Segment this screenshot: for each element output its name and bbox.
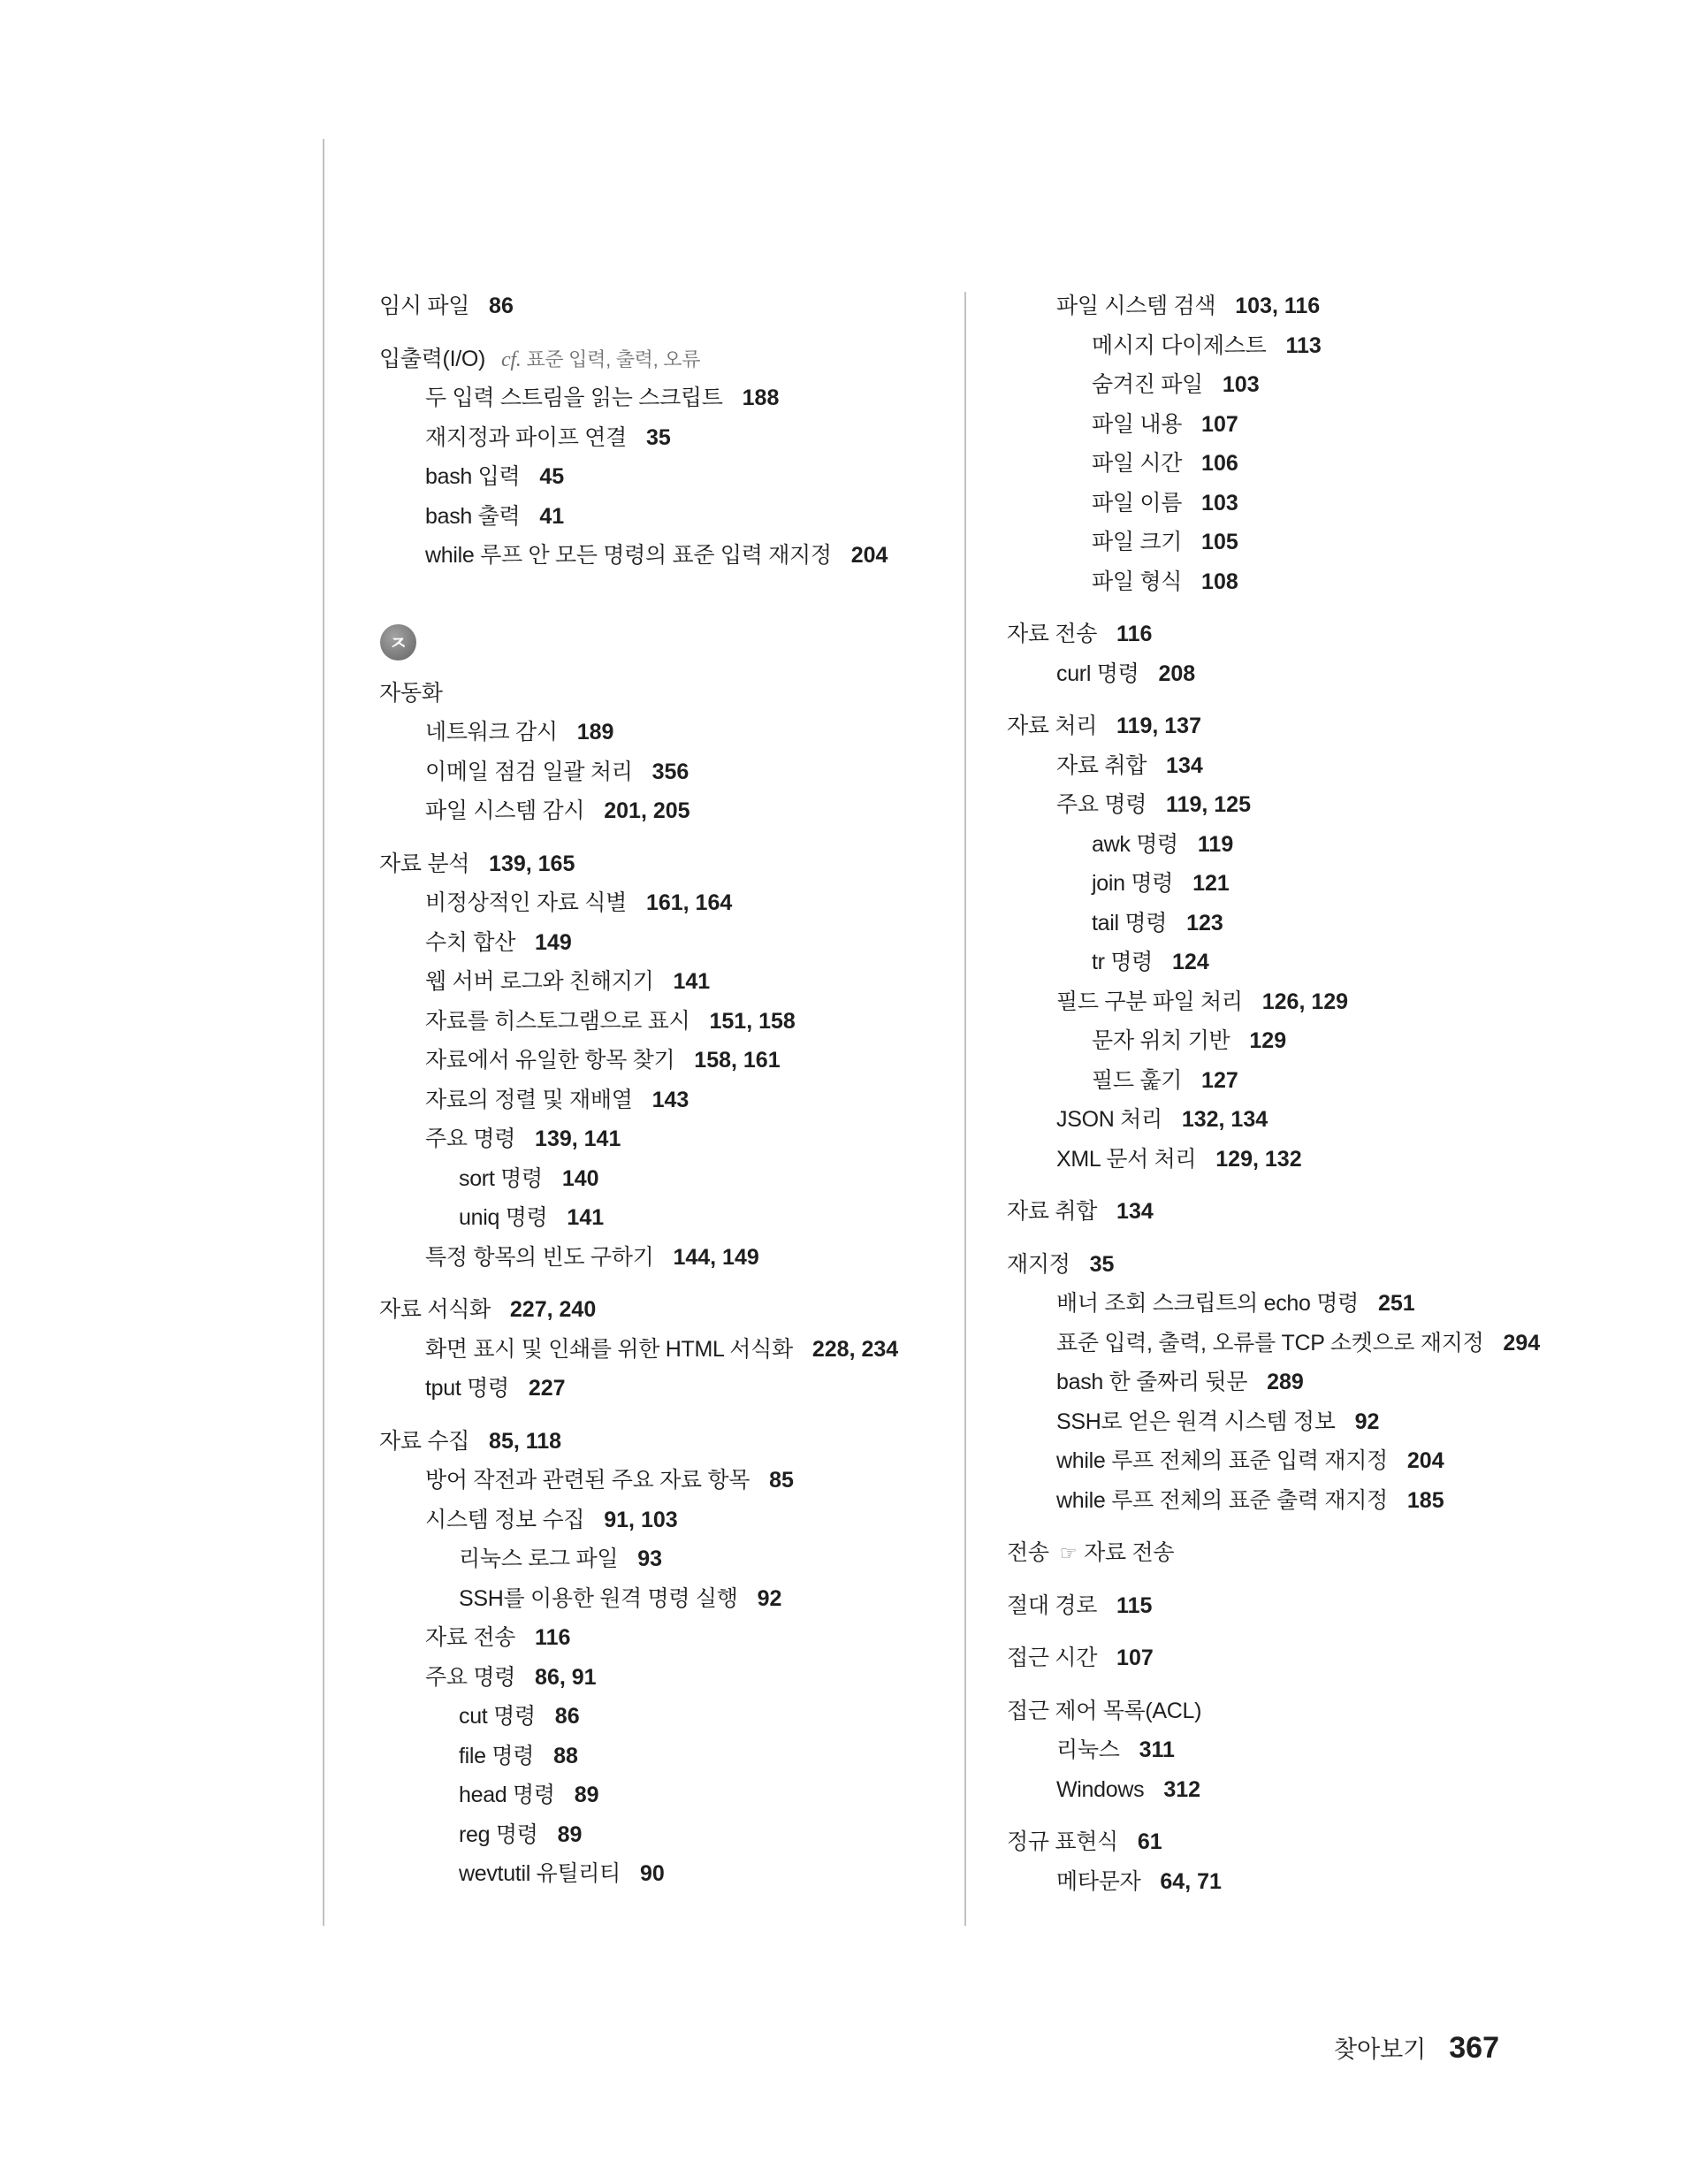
index-subentry bbox=[1007, 1324, 1679, 1363]
index-subentry bbox=[1007, 405, 1679, 445]
page-numbers: 108 bbox=[1201, 569, 1238, 594]
index-term: XML 문서 처리 bbox=[1056, 1146, 1197, 1172]
index-term: 화면 표시 및 인쇄를 위한 HTML 서식화 bbox=[425, 1336, 793, 1362]
index-term: 특정 항목의 빈도 구하기 bbox=[425, 1244, 654, 1270]
index-term: uniq 명령 bbox=[459, 1205, 548, 1230]
index-subentry bbox=[379, 536, 945, 576]
page-numbers: 107 bbox=[1116, 1646, 1154, 1670]
page-numbers: 140 bbox=[561, 1165, 599, 1191]
page-numbers: 129, 132 bbox=[1215, 1146, 1302, 1172]
page-numbers: 35 bbox=[1089, 1251, 1115, 1277]
index-entry bbox=[1007, 706, 1679, 746]
index-subentry bbox=[1007, 1284, 1679, 1324]
index-term: 필드 구분 파일 처리 bbox=[1056, 989, 1243, 1014]
index-subentry bbox=[379, 457, 945, 497]
page-numbers: 103 bbox=[1222, 372, 1260, 397]
index-term: bash 한 줄짜리 뒷문 bbox=[1056, 1370, 1248, 1394]
index-subentry bbox=[1007, 943, 1679, 982]
index-subentry bbox=[379, 1539, 945, 1579]
page-numbers: 61 bbox=[1137, 1829, 1162, 1854]
page-numbers: 149 bbox=[535, 929, 572, 955]
pointing-hand-icon: ☞ bbox=[1059, 1543, 1078, 1565]
page-numbers: 289 bbox=[1267, 1370, 1304, 1394]
index-term: 입출력(I/O) bbox=[379, 346, 486, 371]
page-numbers: 90 bbox=[640, 1861, 665, 1886]
index-term: head 명령 bbox=[459, 1783, 555, 1807]
index-term: 자료 전송 bbox=[425, 1625, 516, 1650]
index-term: 방어 작전과 관련된 주요 자료 항목 bbox=[425, 1468, 750, 1493]
page-numbers: 103, 116 bbox=[1235, 294, 1321, 318]
index-subentry bbox=[1007, 1862, 1679, 1902]
cross-reference-text: 표준 입력, 출력, 오류 bbox=[526, 347, 701, 370]
index-term: 비정상적인 자료 식별 bbox=[425, 890, 627, 915]
index-entry bbox=[1007, 1192, 1679, 1232]
index-term: 자료의 정렬 및 재배열 bbox=[425, 1087, 633, 1112]
index-term: 자료 취합 bbox=[1056, 752, 1147, 778]
index-entry bbox=[379, 844, 945, 884]
see-reference-text: 자료 전송 bbox=[1084, 1540, 1175, 1565]
page-numbers: 92 bbox=[757, 1585, 782, 1611]
index-subentry bbox=[379, 1238, 945, 1278]
index-subentry bbox=[379, 1579, 945, 1619]
page-numbers: 139, 165 bbox=[489, 851, 575, 876]
index-term: 메시지 다이제스트 bbox=[1092, 332, 1267, 358]
index-term: bash 출력 bbox=[425, 503, 521, 529]
index-term: 자료 취합 bbox=[1007, 1199, 1098, 1224]
index-subentry bbox=[1007, 365, 1679, 405]
page-numbers: 35 bbox=[645, 424, 671, 450]
index-entry bbox=[1007, 1245, 1679, 1285]
page-numbers: 134 bbox=[1166, 752, 1203, 778]
index-term: 자료 전송 bbox=[1007, 622, 1098, 646]
index-term: 수치 합산 bbox=[425, 929, 516, 955]
page-numbers: 311 bbox=[1139, 1737, 1175, 1762]
page-numbers: 141 bbox=[567, 1205, 605, 1230]
index-term: SSH로 얻은 원격 시스템 정보 bbox=[1056, 1409, 1336, 1434]
page-numbers: 161, 164 bbox=[645, 890, 733, 915]
page-numbers: 91, 103 bbox=[604, 1507, 678, 1532]
page-numbers: 158, 161 bbox=[694, 1048, 781, 1073]
page-numbers: 103 bbox=[1201, 490, 1238, 515]
page-numbers: 204 bbox=[850, 543, 888, 568]
index-term: bash 입력 bbox=[425, 464, 521, 489]
index-term: Windows bbox=[1056, 1776, 1145, 1802]
index-subentry bbox=[379, 1658, 945, 1698]
index-subentry bbox=[379, 1198, 945, 1238]
index-subentry bbox=[1007, 1730, 1679, 1770]
index-subentry bbox=[379, 1775, 945, 1815]
index-subentry bbox=[1007, 982, 1679, 1022]
column-divider bbox=[964, 292, 966, 1926]
page-numbers: 121 bbox=[1192, 871, 1230, 896]
index-subentry bbox=[1007, 1481, 1679, 1521]
index-subentry bbox=[1007, 484, 1679, 523]
index-term: tput 명령 bbox=[425, 1376, 509, 1401]
index-term: 주요 명령 bbox=[1056, 792, 1147, 817]
page-numbers: 356 bbox=[651, 759, 690, 784]
index-entry bbox=[1007, 1638, 1679, 1678]
footer-label: 찾아보기 bbox=[1333, 2036, 1427, 2063]
page-numbers: 126, 129 bbox=[1261, 989, 1349, 1014]
index-term: 재지정과 파이프 연결 bbox=[425, 424, 627, 450]
page-numbers: 116 bbox=[1116, 622, 1153, 646]
index-term: 자료 분석 bbox=[379, 851, 470, 876]
index-subentry bbox=[379, 1501, 945, 1540]
index-subentry bbox=[379, 791, 945, 831]
index-entry bbox=[379, 340, 945, 379]
page-numbers: 116 bbox=[535, 1625, 571, 1650]
index-entry bbox=[379, 286, 945, 326]
index-subentry bbox=[1007, 286, 1679, 326]
page-numbers: 208 bbox=[1158, 661, 1196, 686]
index-term: 접근 시간 bbox=[1007, 1646, 1098, 1670]
page-numbers: 105 bbox=[1201, 530, 1238, 554]
index-subentry bbox=[1007, 444, 1679, 484]
index-term: 임시 파일 bbox=[379, 294, 470, 318]
index-term: 표준 입력, 출력, 오류를 TCP 소켓으로 재지정 bbox=[1056, 1330, 1484, 1355]
index-term: 주요 명령 bbox=[425, 1126, 516, 1151]
index-subentry bbox=[379, 1081, 945, 1120]
index-subentry bbox=[379, 1737, 945, 1776]
index-column-left bbox=[379, 286, 945, 1894]
page-numbers: 86, 91 bbox=[535, 1664, 597, 1690]
page-numbers: 312 bbox=[1163, 1776, 1201, 1802]
index-subentry bbox=[379, 1461, 945, 1501]
index-subentry bbox=[1007, 523, 1679, 562]
index-subentry bbox=[379, 1369, 945, 1409]
page-numbers: 89 bbox=[574, 1783, 599, 1807]
page-numbers: 45 bbox=[539, 464, 565, 489]
page-numbers: 86 bbox=[489, 294, 514, 318]
index-subentry bbox=[379, 713, 945, 752]
index-term: while 루프 전체의 표준 출력 재지정 bbox=[1056, 1487, 1388, 1513]
index-subentry bbox=[379, 962, 945, 1002]
index-subentry bbox=[379, 378, 945, 418]
page-numbers: 204 bbox=[1406, 1448, 1444, 1473]
page-footer bbox=[1334, 2030, 1499, 2069]
index-entry bbox=[1007, 615, 1679, 654]
index-subentry bbox=[1007, 326, 1679, 366]
index-entry bbox=[1007, 1691, 1679, 1731]
index-term: 리눅스 bbox=[1056, 1737, 1120, 1762]
page-numbers: 64, 71 bbox=[1160, 1868, 1222, 1894]
index-term: 정규 표현식 bbox=[1007, 1829, 1118, 1854]
page-numbers: 123 bbox=[1186, 910, 1223, 935]
index-subentry bbox=[379, 923, 945, 963]
page-numbers: 228, 234 bbox=[811, 1336, 899, 1362]
index-term: cut 명령 bbox=[459, 1704, 536, 1729]
index-term: 재지정 bbox=[1007, 1251, 1070, 1277]
index-subentry bbox=[379, 1854, 945, 1894]
page-numbers: 189 bbox=[576, 720, 614, 745]
page-numbers: 129 bbox=[1249, 1028, 1287, 1053]
index-subentry bbox=[1007, 1363, 1679, 1402]
index-term: 시스템 정보 수집 bbox=[425, 1507, 585, 1532]
section-letter-badge bbox=[380, 624, 416, 661]
index-entries-section bbox=[379, 674, 945, 1894]
index-term: 파일 시스템 감시 bbox=[425, 798, 585, 823]
index-term: wevtutil 유틸리티 bbox=[459, 1861, 621, 1886]
page-numbers: 119, 137 bbox=[1116, 714, 1201, 738]
index-subentry bbox=[379, 1618, 945, 1658]
index-term: 파일 시스템 검색 bbox=[1056, 294, 1216, 318]
index-subentry bbox=[379, 1159, 945, 1199]
index-subentry bbox=[379, 883, 945, 923]
index-subentry bbox=[379, 1002, 945, 1042]
index-subentry bbox=[1007, 1021, 1679, 1061]
index-term: while 루프 전체의 표준 입력 재지정 bbox=[1056, 1448, 1388, 1473]
index-subentry bbox=[1007, 1770, 1679, 1810]
index-entry bbox=[379, 1422, 945, 1462]
index-subentry bbox=[1007, 864, 1679, 904]
page-numbers: 92 bbox=[1354, 1409, 1380, 1434]
index-term: 리눅스 로그 파일 bbox=[459, 1546, 619, 1571]
index-term: 자료 수집 bbox=[379, 1428, 470, 1454]
index-term: 파일 크기 bbox=[1092, 530, 1183, 554]
page-numbers: 41 bbox=[539, 503, 565, 529]
index-term: awk 명령 bbox=[1092, 831, 1178, 857]
index-column-right bbox=[1007, 286, 1679, 1901]
page-numbers: 251 bbox=[1377, 1291, 1415, 1316]
page-numbers: 134 bbox=[1116, 1199, 1154, 1224]
page-numbers: 107 bbox=[1201, 411, 1238, 437]
page-numbers: 144, 149 bbox=[673, 1244, 759, 1270]
page-numbers: 115 bbox=[1116, 1592, 1153, 1618]
index-term: 메타문자 bbox=[1056, 1868, 1141, 1894]
page-numbers: 188 bbox=[742, 386, 780, 410]
margin-rule bbox=[323, 139, 324, 1926]
index-subentry bbox=[379, 1041, 945, 1081]
page-numbers: 294 bbox=[1503, 1330, 1541, 1355]
index-term: 접근 제어 목록(ACL) bbox=[1007, 1698, 1202, 1723]
index-term: file 명령 bbox=[459, 1743, 535, 1768]
index-term: 자동화 bbox=[379, 680, 443, 706]
index-term: 이메일 점검 일괄 처리 bbox=[425, 759, 633, 784]
index-subentry bbox=[379, 497, 945, 537]
page-numbers: 201, 205 bbox=[604, 798, 690, 823]
page-numbers: 151, 158 bbox=[709, 1008, 796, 1034]
page-numbers: 139, 141 bbox=[535, 1126, 621, 1151]
index-term: curl 명령 bbox=[1056, 661, 1139, 686]
index-subentry bbox=[1007, 1402, 1679, 1442]
index-subentry bbox=[379, 1815, 945, 1855]
index-subentry bbox=[1007, 1100, 1679, 1140]
index-term: reg 명령 bbox=[459, 1821, 538, 1847]
index-entry bbox=[1007, 1586, 1679, 1626]
index-subentry bbox=[1007, 562, 1679, 602]
index-subentry bbox=[1007, 825, 1679, 865]
page-numbers: 127 bbox=[1201, 1067, 1238, 1093]
index-term: 자료 서식화 bbox=[379, 1297, 491, 1322]
index-term: sort 명령 bbox=[459, 1165, 543, 1191]
index-term: 파일 형식 bbox=[1092, 569, 1183, 594]
cross-reference-label: cf. bbox=[501, 347, 522, 371]
index-term: SSH를 이용한 원격 명령 실행 bbox=[459, 1585, 738, 1611]
page-numbers: 119, 125 bbox=[1166, 792, 1251, 817]
index-term: 숨겨진 파일 bbox=[1092, 372, 1203, 397]
index-entry bbox=[1007, 1533, 1679, 1573]
index-subentry bbox=[1007, 904, 1679, 943]
page-numbers: 119 bbox=[1197, 831, 1234, 857]
index-entry bbox=[379, 674, 945, 714]
index-term: 배너 조회 스크립트의 echo 명령 bbox=[1056, 1291, 1359, 1316]
index-subentry bbox=[379, 418, 945, 458]
page-numbers: 106 bbox=[1201, 451, 1238, 476]
index-subentry bbox=[379, 1119, 945, 1159]
index-subentry bbox=[1007, 1061, 1679, 1101]
page-number: 367 bbox=[1449, 2031, 1499, 2065]
index-subentry bbox=[379, 1330, 945, 1370]
page-numbers: 85, 118 bbox=[489, 1428, 562, 1454]
index-subentry bbox=[379, 752, 945, 792]
index-subentry bbox=[1007, 1441, 1679, 1481]
page-numbers: 88 bbox=[553, 1743, 578, 1768]
index-term: 웹 서버 로그와 친해지기 bbox=[425, 969, 654, 994]
index-term: 절대 경로 bbox=[1007, 1592, 1098, 1618]
page-numbers: 143 bbox=[651, 1087, 690, 1112]
page-numbers: 113 bbox=[1285, 332, 1322, 358]
index-entry bbox=[1007, 1822, 1679, 1862]
page-numbers: 85 bbox=[769, 1468, 794, 1493]
page-numbers: 132, 134 bbox=[1181, 1107, 1269, 1132]
index-subentry bbox=[1007, 654, 1679, 694]
index-term: tr 명령 bbox=[1092, 950, 1154, 974]
index-term: tail 명령 bbox=[1092, 910, 1168, 935]
index-subentry bbox=[379, 1697, 945, 1737]
index-term: 파일 내용 bbox=[1092, 411, 1183, 437]
page-numbers: 185 bbox=[1406, 1487, 1444, 1513]
index-term: 파일 시간 bbox=[1092, 451, 1183, 476]
index-entries-main bbox=[1007, 615, 1679, 1901]
index-term: 자료에서 유일한 항목 찾기 bbox=[425, 1048, 675, 1073]
index-term: 자료 처리 bbox=[1007, 714, 1098, 738]
index-term: 네트워크 감시 bbox=[425, 720, 558, 745]
index-term: 자료를 히스토그램으로 표시 bbox=[425, 1008, 690, 1034]
index-subentry bbox=[1007, 1140, 1679, 1180]
page-numbers: 93 bbox=[637, 1546, 663, 1571]
page-numbers: 89 bbox=[557, 1821, 583, 1847]
index-term: 파일 이름 bbox=[1092, 490, 1183, 515]
index-term: 문자 위치 기반 bbox=[1092, 1028, 1230, 1053]
index-entry bbox=[379, 1290, 945, 1330]
index-term: JSON 처리 bbox=[1056, 1107, 1162, 1132]
page-numbers: 124 bbox=[1172, 950, 1209, 974]
page-numbers: 86 bbox=[554, 1704, 580, 1729]
index-term: 전송 bbox=[1007, 1540, 1049, 1565]
index-subentry bbox=[1007, 746, 1679, 786]
page-numbers: 227 bbox=[528, 1376, 566, 1401]
page-numbers: 141 bbox=[673, 969, 711, 994]
index-subentry bbox=[1007, 785, 1679, 825]
index-term: 필드 훑기 bbox=[1092, 1067, 1183, 1093]
index-entries-top bbox=[379, 286, 945, 576]
index-term: 두 입력 스트림을 읽는 스크립트 bbox=[425, 386, 723, 410]
page-numbers: 227, 240 bbox=[509, 1297, 597, 1322]
index-entries-continued bbox=[1007, 286, 1679, 601]
index-term: join 명령 bbox=[1092, 871, 1174, 896]
section-letter: ㅈ bbox=[388, 631, 408, 654]
index-term: while 루프 안 모든 명령의 표준 입력 재지정 bbox=[425, 543, 832, 568]
index-term: 주요 명령 bbox=[425, 1664, 516, 1690]
